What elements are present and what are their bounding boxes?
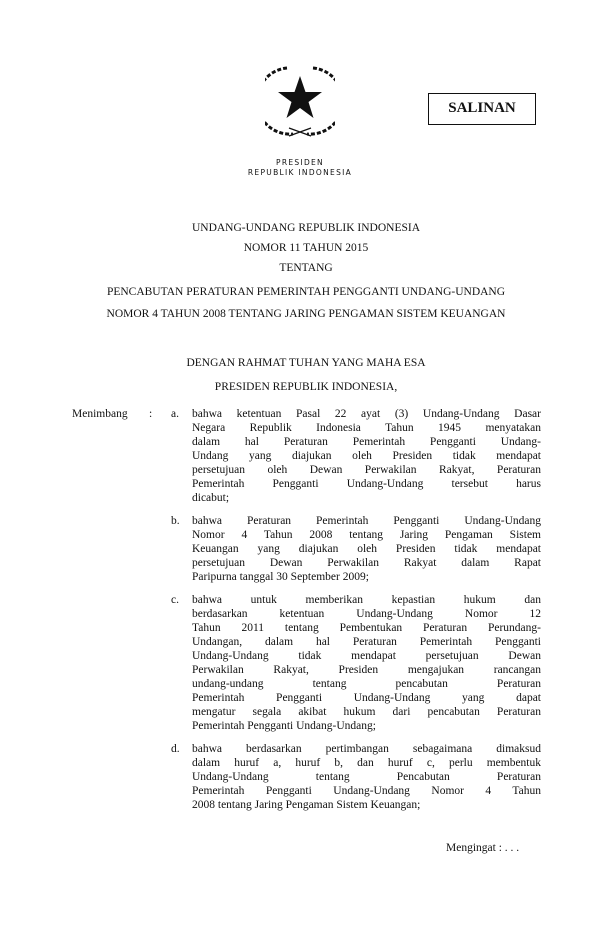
- colon-spacer: [149, 514, 171, 584]
- letterhead-republic: REPUBLIK INDONESIA: [247, 168, 353, 177]
- text-line: mengatur segala akibat hukum dari pencabutan Peraturan: [192, 706, 541, 718]
- menimbang-section: [72, 407, 541, 821]
- item-letter: a.: [171, 408, 179, 420]
- text-line: Pemerintah Pengganti Undang-Undang Nomor 4 Tahun: [192, 785, 541, 797]
- text-line: Undang yang diajukan oleh Presiden tidak mendapat: [192, 450, 541, 462]
- text-line: Perwakilan Rakyat, Presiden mengajukan rancangan: [192, 664, 541, 676]
- label-spacer: [72, 593, 149, 733]
- text-line: persetujuan oleh Dewan Perwakilan Rakyat, Peraturan: [192, 464, 541, 476]
- consideration-item: [192, 593, 541, 733]
- text-line: bahwa Peraturan Pemerintah Pengganti Undang-Undang: [192, 515, 541, 527]
- text-line: Nomor 4 Tahun 2008 tentang Jaring Pengaman Sistem: [192, 529, 541, 541]
- title-line-1: UNDANG-UNDANG REPUBLIK INDONESIA: [191, 222, 421, 234]
- text-line: Pemerintah Pengganti Undang-Undang tersebut harus: [192, 478, 541, 490]
- text-line: bahwa untuk memberikan kepastian hukum dan: [192, 594, 541, 606]
- item-letter: b.: [171, 515, 180, 527]
- label-spacer: [72, 514, 149, 584]
- item-letter: d.: [171, 743, 180, 755]
- title-line-2: NOMOR 11 TAHUN 2015: [243, 242, 369, 254]
- title-line-3: TENTANG: [279, 262, 333, 274]
- consideration-item: [192, 514, 541, 584]
- title-line-4: PENCABUTAN PERATURAN PEMERINTAH PENGGANTI UNDANG-UNDANG: [106, 286, 506, 298]
- text-line: Pemerintah Pengganti Undang-Undang yang dapat: [192, 692, 541, 704]
- text-line: Paripurna tanggal 30 September 2009;: [192, 571, 369, 583]
- text-line: persetujuan Dewan Perwakilan Rakyat dalam Rapat: [192, 557, 541, 569]
- text-line: berdasarkan ketentuan Undang-Undang Nomor 12: [192, 608, 541, 620]
- consideration-row: [72, 593, 541, 733]
- label-spacer: [72, 742, 149, 812]
- preamble-president: PRESIDEN REPUBLIK INDONESIA,: [214, 381, 398, 393]
- text-line: dalam huruf a, huruf b, dan huruf c, perlu membentuk: [192, 757, 541, 769]
- text-line: Keuangan yang diajukan oleh Presiden tidak mendapat: [192, 543, 541, 555]
- colon-spacer: [149, 593, 171, 733]
- text-line: 2008 tentang Jaring Pengaman Sistem Keuangan;: [192, 799, 421, 811]
- consideration-item: [192, 407, 541, 505]
- text-line: dicabut;: [192, 492, 230, 504]
- consideration-row: [72, 407, 541, 505]
- text-line: bahwa berdasarkan pertimbangan sebagaimana dimaksud: [192, 743, 541, 755]
- menimbang-label: Menimbang: [72, 408, 128, 420]
- preamble-grace: DENGAN RAHMAT TUHAN YANG MAHA ESA: [186, 357, 426, 369]
- consideration-row: [72, 514, 541, 584]
- text-line: Undang-Undang tentang Pencabutan Peraturan: [192, 771, 541, 783]
- text-line: Undang-Undang tidak mendapat persetujuan Dewan: [192, 650, 541, 662]
- consideration-row: [72, 742, 541, 812]
- menimbang-colon: :: [149, 408, 153, 420]
- text-line: dalam hal Peraturan Pemerintah Pengganti Undang-: [192, 436, 541, 448]
- text-line: Undangan, dalam hal Peraturan Pemerintah Pengganti: [192, 636, 541, 648]
- text-line: Pemerintah Pengganti Undang-Undang;: [192, 720, 376, 732]
- letterhead-president: PRESIDEN: [276, 158, 324, 167]
- colon-spacer: [149, 742, 171, 812]
- garuda-star-emblem: [265, 62, 335, 140]
- title-line-5: NOMOR 4 TAHUN 2008 TENTANG JARING PENGAMAN SISTEM KEUANGAN: [106, 308, 506, 320]
- text-line: Tahun 2011 tentang Pembentukan Peraturan Perundang-: [192, 622, 541, 634]
- text-line: bahwa ketentuan Pasal 22 ayat (3) Undang-Undang Dasar: [192, 408, 541, 420]
- item-letter: c.: [171, 594, 179, 606]
- salinan-stamp: SALINAN: [428, 93, 536, 125]
- text-line: Negara Republik Indonesia Tahun 1945 menyatakan: [192, 422, 541, 434]
- continuation-mengingat: Mengingat : . . .: [446, 842, 520, 854]
- text-line: undang-undang tentang pencabutan Peraturan: [192, 678, 541, 690]
- consideration-item: [192, 742, 541, 812]
